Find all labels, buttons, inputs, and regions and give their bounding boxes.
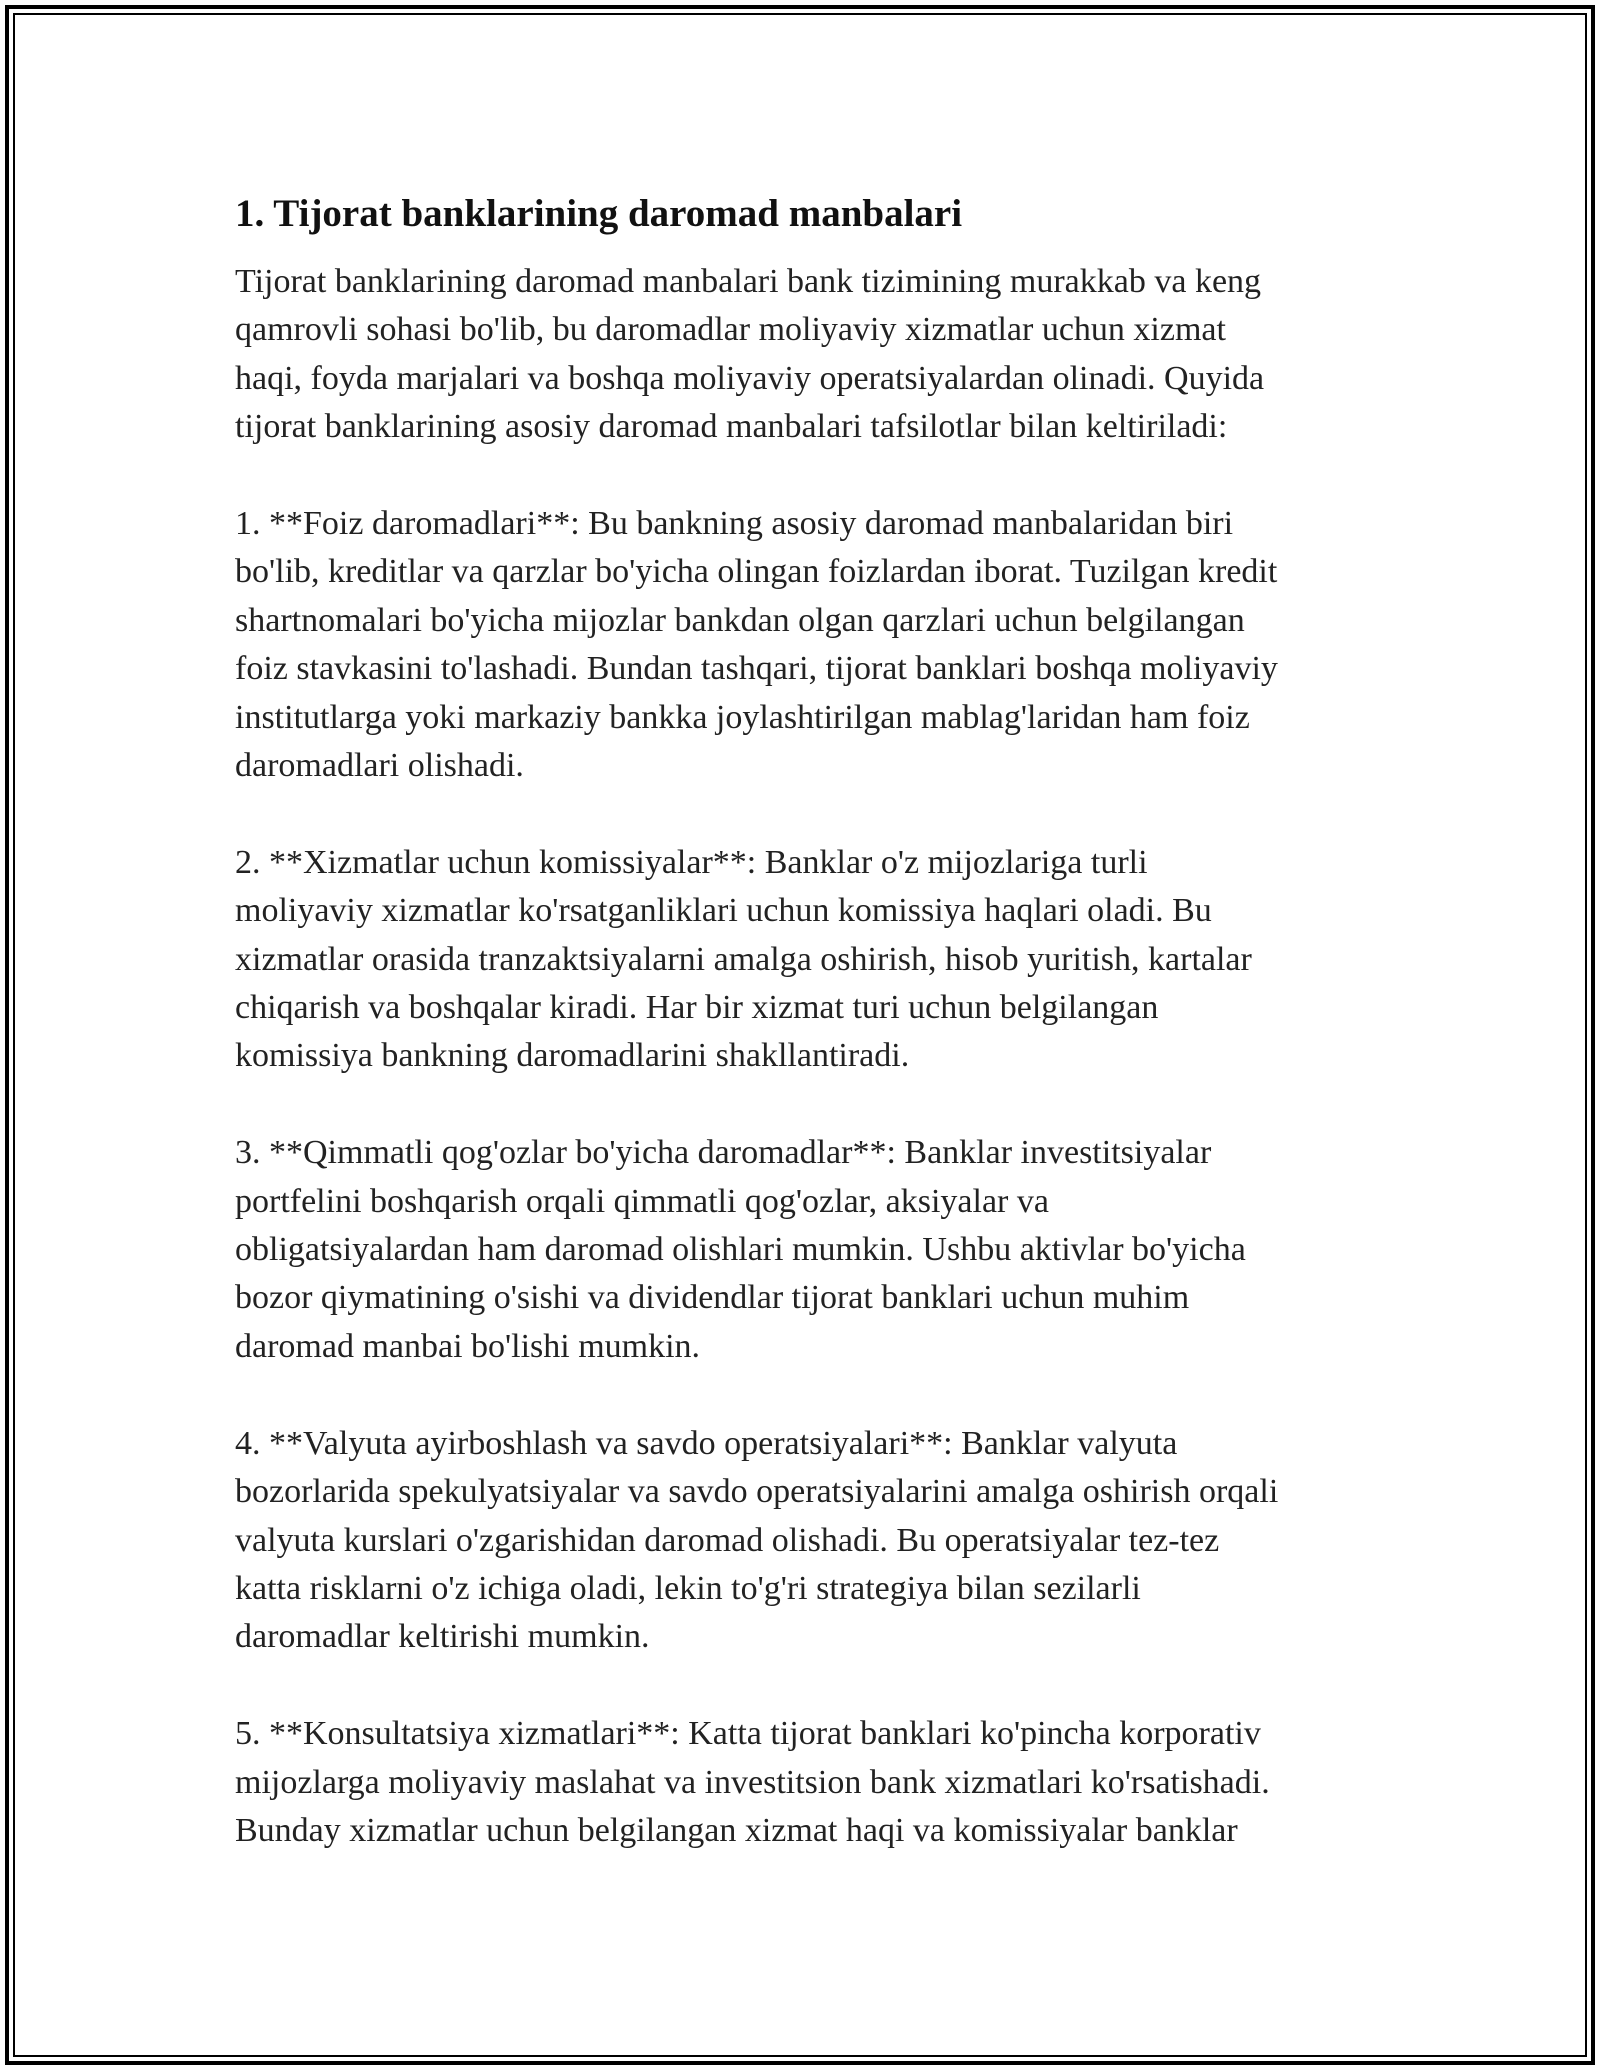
document-body: [235, 186, 1375, 1904]
text-line: Bunday xizmatlar uchun belgilangan xizmat haqi va komissiyalar banklar: [235, 1811, 1238, 1849]
text-line: mijozlarga moliyaviy maslahat va investitsion bank xizmatlari ko'rsatishadi.: [235, 1763, 1270, 1801]
text-line: daromad manbai bo'lishi mumkin.: [235, 1327, 701, 1365]
list-item-currency-trading: [235, 1420, 1375, 1662]
list-item-consulting-services: [235, 1710, 1375, 1855]
text-line: 3. **Qimmatli qog'ozlar bo'yicha daromadlar**: Banklar investitsiyalar: [235, 1134, 1212, 1172]
text-line: obligatsiyalardan ham daromad olishlari mumkin. Ushbu aktivlar bo'yicha: [235, 1231, 1246, 1269]
text-line: tijorat banklarining asosiy daromad manbalari tafsilotlar bilan keltiriladi:: [235, 408, 1228, 446]
document-title: 1. Tijorat banklarining daromad manbalari: [235, 192, 963, 235]
text-line: 5. **Konsultatsiya xizmatlari**: Katta tijorat banklari ko'pincha korporativ: [235, 1715, 1261, 1753]
list-item-securities-income: [235, 1129, 1375, 1371]
text-line: katta risklarni o'z ichiga oladi, lekin to'g'ri strategiya bilan sezilarli: [235, 1569, 1141, 1607]
text-line: 4. **Valyuta ayirboshlash va savdo operatsiyalari**: Banklar valyuta: [235, 1424, 1178, 1462]
text-line: xizmatlar orasida tranzaktsiyalarni amalga oshirish, hisob yuritish, kartalar: [235, 940, 1252, 978]
text-line: daromadlar keltirishi mumkin.: [235, 1618, 650, 1656]
text-line: chiqarish va boshqalar kiradi. Har bir xizmat turi uchun belgilangan: [235, 989, 1159, 1027]
text-line: institutlarga yoki markaziy bankka joylashtirilgan mablag'laridan ham foiz: [235, 698, 1250, 736]
intro-paragraph: [235, 258, 1375, 452]
text-line: 2. **Xizmatlar uchun komissiyalar**: Banklar o'z mijozlariga turli: [235, 843, 1148, 881]
text-line: bozorlarida spekulyatsiyalar va savdo operatsiyalarini amalga oshirish orqali: [235, 1473, 1279, 1511]
text-line: haqi, foyda marjalari va boshqa moliyaviy operatsiyalardan olinadi. Quyida: [235, 359, 1265, 397]
list-item-service-commissions: [235, 839, 1375, 1081]
text-line: valyuta kurslari o'zgarishidan daromad olishadi. Bu operatsiyalar tez-tez: [235, 1521, 1220, 1559]
text-line: qamrovli sohasi bo'lib, bu daromadlar moliyaviy xizmatlar uchun xizmat: [235, 311, 1226, 349]
text-line: shartnomalari bo'yicha mijozlar bankdan olgan qarzlari uchun belgilangan: [235, 601, 1245, 639]
text-line: bo'lib, kreditlar va qarzlar bo'yicha olingan foizlardan iborat. Tuzilgan kredit: [235, 553, 1278, 591]
text-line: komissiya bankning daromadlarini shakllantiradi.: [235, 1037, 910, 1075]
text-line: Tijorat banklarining daromad manbalari bank tizimining murakkab va keng: [235, 263, 1262, 300]
list-item-interest-income: [235, 500, 1375, 790]
text-line: 1. **Foiz daromadlari**: Bu bankning asosiy daromad manbalaridan biri: [235, 505, 1234, 543]
text-line: bozor qiymatining o'sishi va dividendlar tijorat banklari uchun muhim: [235, 1279, 1190, 1317]
text-line: foiz stavkasini to'lashadi. Bundan tashqari, tijorat banklari boshqa moliyaviy: [235, 650, 1278, 688]
text-line: daromadlari olishadi.: [235, 747, 524, 785]
text-line: portfelini boshqarish orqali qimmatli qog'ozlar, aksiyalar va: [235, 1182, 1049, 1220]
text-line: moliyaviy xizmatlar ko'rsatganliklari uchun komissiya haqlari oladi. Bu: [235, 892, 1212, 930]
